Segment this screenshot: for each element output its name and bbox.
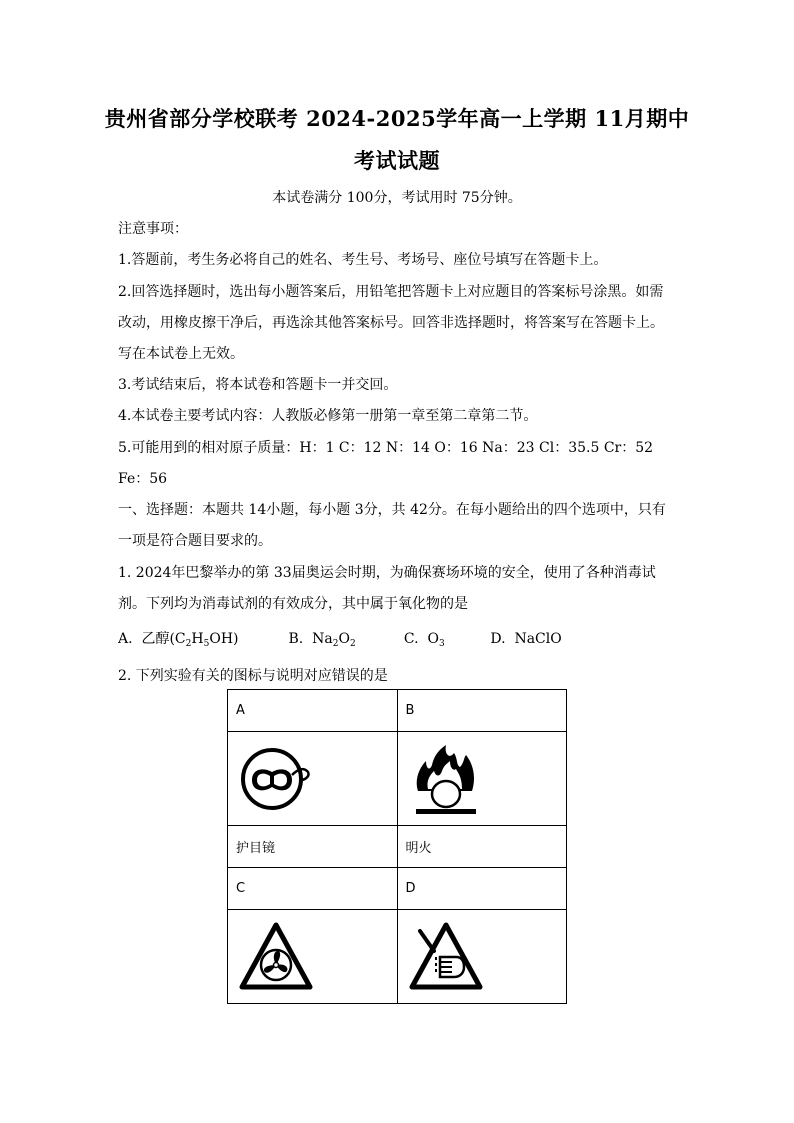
note-item-5-line2: Fe：56 [118,471,168,487]
cell-c-icon [228,910,398,1004]
question-1-options [118,628,562,648]
exam-subtitle: 本试卷满分 100分，考试用时 75分钟。 [272,190,522,206]
note-item-5-line1: 5.可能用到的相对原子质量：H：1 C：12 N：14 O：16 Na：23 Cl：35.5 Cr：52 [118,440,654,456]
open-flame-icon [406,739,486,819]
exhaust-fan-icon [236,917,316,997]
cell-a-letter: A [228,690,398,732]
note-item-2-line3: 写在本试卷上无效。 [118,346,244,362]
cell-d-letter: D [397,868,567,910]
cell-b-caption: 明火 [397,826,567,868]
note-item-2-line2: 改动，用橡皮擦干净后，再选涂其他答案标号。回答非选择题时，将答案写在答题卡上。 [118,315,664,331]
goggles-icon [236,739,316,819]
safety-icons-table [227,689,567,1004]
question-2-stem: 2. 下列实验有关的图标与说明对应错误的是 [118,668,388,684]
note-item-4: 4.本试卷主要考试内容：人教版必修第一册第一章至第二章第二节。 [118,408,538,424]
question-1-line2: 剂。下列均为消毒试剂的有效成分，其中属于氧化物的是 [118,596,468,612]
cell-a-icon [228,732,398,826]
note-item-2-line1: 2.回答选择题时，选出每小题答案后，用铅笔把答题卡上对应题目的答案标号涂黑。如需 [118,284,664,300]
note-item-3: 3.考试结束后，将本试卷和答题卡一并交回。 [118,377,398,393]
option-d: D. NaClO [490,631,562,647]
cell-d-icon [397,910,567,1004]
cell-b-icon [397,732,567,826]
exam-title-line2: 考试试题 [354,148,440,173]
option-b: B. $Na_2O_2$ [288,631,356,649]
option-c: C. $O_3$ [403,631,445,649]
cell-b-letter: B [397,690,567,732]
question-1-line1: 1. 2024年巴黎举办的第 33届奥运会时期，为确保赛场环境的安全，使用了各种消毒试 [118,565,656,581]
note-item-1: 1.答题前，考生务必将自己的姓名、考生号、考场号、座位号填写在答题卡上。 [118,252,608,268]
notes-heading: 注意事项： [118,221,188,237]
exam-title-line1: 贵州省部分学校联考 2024-2025学年高一上学期 11月期中 [104,106,690,131]
option-a: A. 乙醇$(C_2H_5OH)$ [118,631,239,649]
hand-wash-icon [406,917,486,997]
cell-c-letter: C [228,868,398,910]
section-heading-line2: 一项是符合题目要求的。 [118,533,272,549]
section-heading-line1: 一、选择题：本题共 14小题，每小题 3分，共 42分。在每小题给出的四个选项中，只有 [118,502,666,518]
cell-a-caption: 护目镜 [228,826,398,868]
